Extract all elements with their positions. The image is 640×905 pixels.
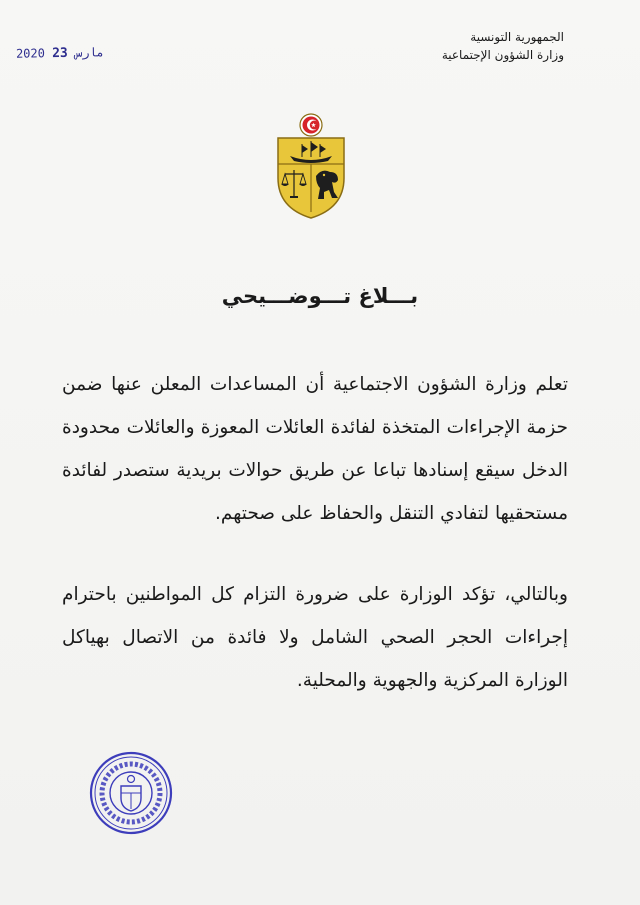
date-stamp-month: مارس xyxy=(74,45,105,60)
document-title: بـــلاغ تـــوضـــيحي xyxy=(221,284,419,308)
letterhead xyxy=(442,28,564,64)
paragraph-1: تعلم وزارة الشؤون الاجتماعية أن المساعدات المعلن عنها ضمن حزمة الإجراءات المتخذة لفائدة العائلات المعوزة والعائلات محدودة الدخل سيقع إسنادها تباعا عن طريق حوالات بريدية ستصدر لفائدة مستحقيها لتفادي التنقل والحفاظ على صحتهم. xyxy=(62,374,568,524)
date-stamp-day: 23 xyxy=(52,45,68,62)
date-stamp xyxy=(16,45,104,62)
date-stamp-year: 2020 xyxy=(15,46,46,61)
republic-name: الجمهورية التونسية xyxy=(470,30,564,44)
paragraph-2: وبالتالي، تؤكد الوزارة على ضرورة التزام كل المواطنين باحترام إجراءات الحجر الصحي الشامل ولا فائدة من الاتصال بهياكل الوزارة المركزية والجهوية والمحلية. xyxy=(62,584,568,691)
ministry-seal-icon xyxy=(88,750,174,836)
ministry-name: وزارة الشؤون الإجتماعية xyxy=(441,48,564,62)
coat-of-arms-icon xyxy=(272,112,350,220)
